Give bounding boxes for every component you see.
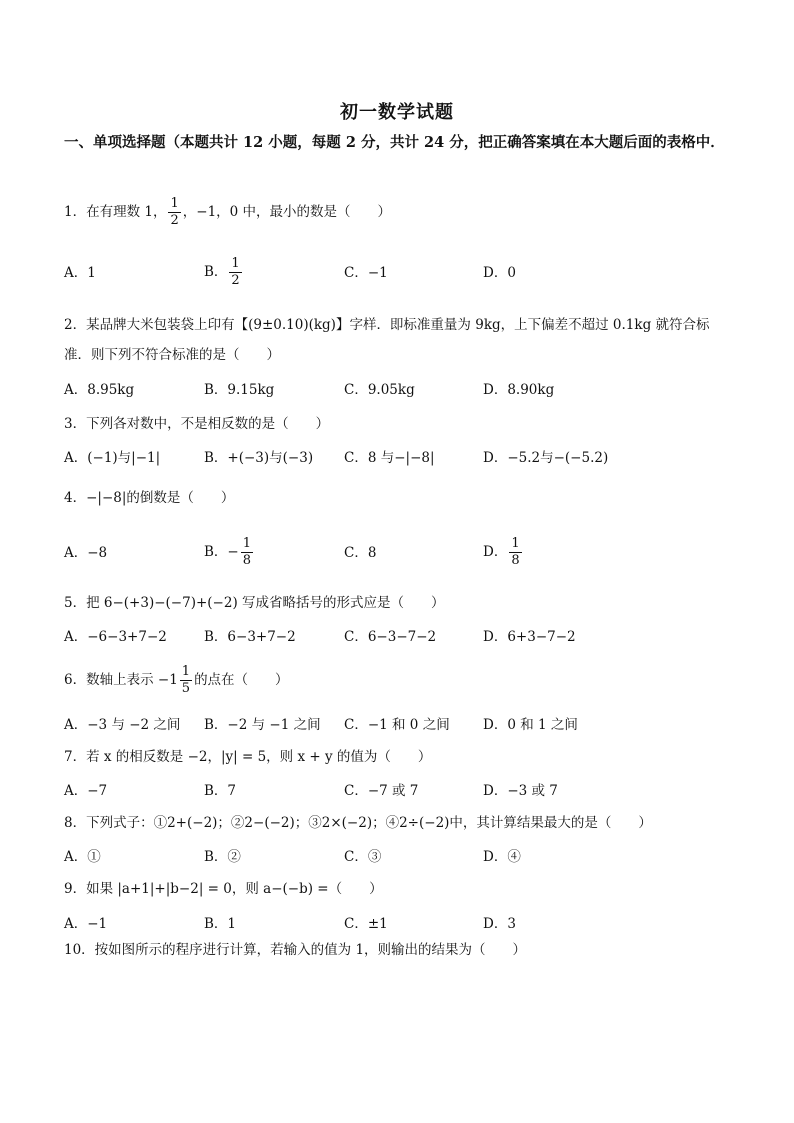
option-d-label: D． [483,544,508,560]
option-b [204,536,255,569]
option-b: B．② [204,849,241,865]
question-6-fraction [180,664,192,697]
option-b-label: B． [204,264,228,280]
question-2-options [64,381,734,417]
option-c: C．8 与−|−8| [344,450,435,466]
option-c: C．−1 和 0 之间 [344,717,450,733]
question-9-stem: 9．如果 |a+1|+|b−2| = 0，则 a−(−b) =（ ） [64,881,383,897]
option-c: C．−7 或 7 [344,783,419,799]
option-a: A．8.95kg [64,382,135,398]
fraction-numerator: 1 [170,196,179,211]
option-b: B．−2 与 −1 之间 [204,717,321,733]
question-4-stem: 4．−|−8|的倒数是（ ） [64,490,235,506]
fraction-denominator: 2 [170,213,179,228]
option-d-fraction [509,536,521,569]
option-d: D．3 [483,916,516,932]
option-a: A．−1 [64,916,108,932]
option-a: A．(−1)与|−1| [64,450,161,466]
question-5-options [64,628,734,664]
question-3-stem: 3．下列各对数中，不是相反数的是（ ） [64,416,330,432]
fraction-numerator: 1 [511,536,520,551]
question-6-text-a: 6．数轴上表示 −1 [64,672,178,688]
page-title: 初一数学试题 [340,102,454,123]
fraction-denominator: 8 [511,553,520,568]
fraction-denominator: 5 [181,681,191,696]
option-a: A．−7 [64,783,108,799]
question-7-stem: 7．若 x 的相反数是 −2，|y| = 5，则 x + y 的值为（ ） [64,749,432,765]
fraction-numerator: 1 [181,664,191,679]
question-7-options [64,782,734,818]
option-c: C．−1 [344,265,388,281]
fraction-denominator: 2 [231,273,240,288]
question-3-options [64,449,734,485]
section-heading: 一、单项选择题（本题共计 12 小题，每题 2 分，共计 24 分，把正确答案填在本大题后面的表格中． [64,134,725,151]
option-b-fraction [229,256,241,289]
option-c: C．9.05kg [344,382,415,398]
option-b: B．7 [204,783,237,799]
question-1-text-b: ，−1，0 中，最小的数是（ ） [182,204,392,220]
option-d [483,536,524,569]
fraction-numerator: 1 [242,536,252,551]
option-d: D．8.90kg [483,382,555,398]
option-b-label: B．− [204,544,239,560]
option-a: A．−8 [64,545,108,561]
option-b: B．+(−3)与(−3) [204,450,314,466]
option-b-fraction [241,536,253,569]
question-6-stem [64,664,289,697]
question-1-text-a: 1．在有理数 1， [64,204,167,220]
question-4-options [64,536,734,572]
option-b [204,256,244,289]
option-c: C．③ [344,849,382,865]
question-1-stem [64,196,391,229]
question-5-stem: 5．把 6−(+3)−(−7)+(−2) 写成省略括号的形式应是（ ） [64,595,445,611]
option-d: D．−5.2与−(−5.2) [483,450,609,466]
option-a: A．−3 与 −2 之间 [64,717,181,733]
option-a: A．① [64,849,101,865]
option-d: D．0 [483,265,516,281]
option-b: B．6−3+7−2 [204,629,296,645]
question-1-options [64,256,734,292]
option-a: A．1 [64,265,96,281]
question-8-options [64,848,734,884]
option-c: C．6−3−7−2 [344,629,437,645]
option-b: B．9.15kg [204,382,275,398]
option-b: B．1 [204,916,237,932]
question-2-stem: 2．某品牌大米包装袋上印有【(9±0.10)(kg)】字样．即标准重量为 9kg，上下偏差不超过 0.1kg 就符合标准．则下列不符合标准的是（ ） [64,317,710,363]
option-c: C．±1 [344,916,388,932]
question-8-stem: 8．下列式子：①2+(−2)；②2−(−2)；③2×(−2)；④2÷(−2)中，其计算结果最大的是（ ） [64,815,652,831]
option-d: D．0 和 1 之间 [483,717,578,733]
question-6-text-b: 的点在（ ） [194,672,289,688]
option-d: D．④ [483,849,521,865]
fraction-numerator: 1 [231,256,240,271]
question-1-fraction [168,196,180,229]
option-c: C．8 [344,545,377,561]
option-a: A．−6−3+7−2 [64,629,167,645]
option-d: D．−3 或 7 [483,783,558,799]
question-10-stem: 10．按如图所示的程序进行计算，若输入的值为 1，则输出的结果为（ ） [64,942,527,958]
option-d: D．6+3−7−2 [483,629,576,645]
question-6-options [64,716,734,752]
fraction-denominator: 8 [242,553,252,568]
